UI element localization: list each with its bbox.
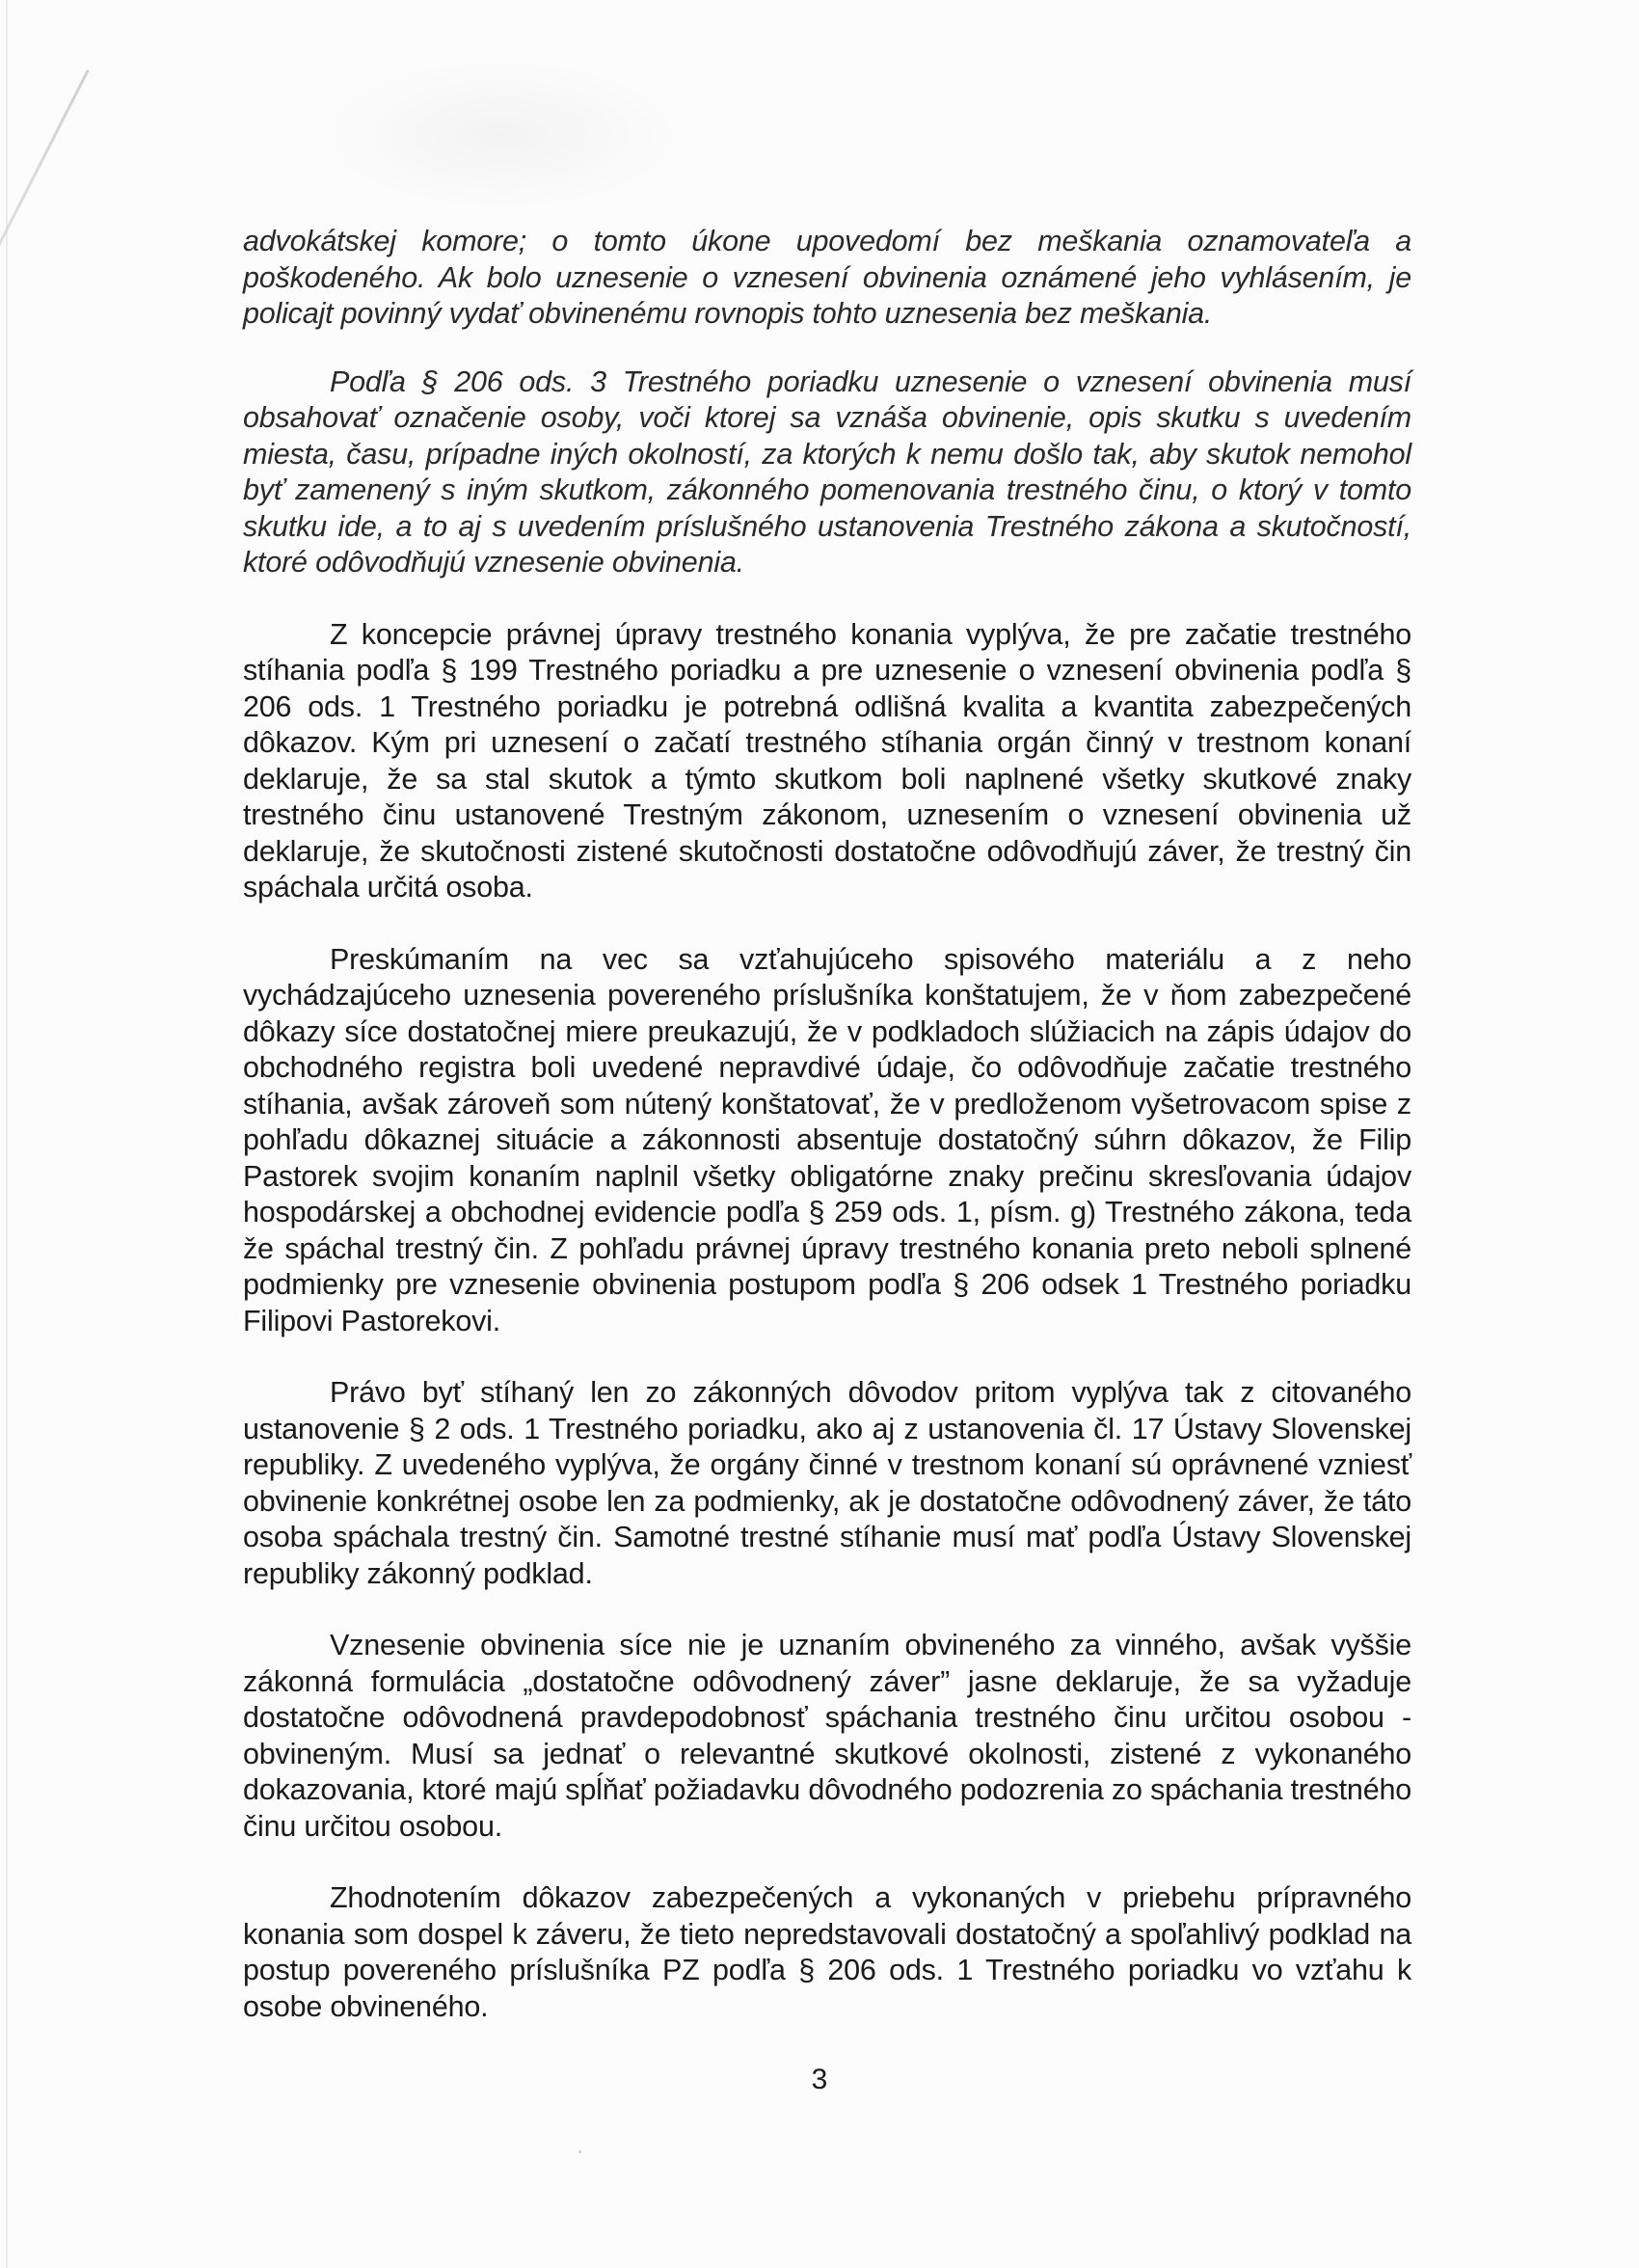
paragraph-section-206-3: Podľa § 206 ods. 3 Trestného poriadku uznesenie o vznesení obvinenia musí obsahovať označenie osoby, voči ktorej sa vznáša obvinenie, opis skutku s uvedením miesta, času, prípadne iných okolností, za ktorých k nemu došlo tak, aby skutok nemohol byť zamenený s iným skutkom, zákonného pomenovania trestného činu, o ktorý v tomto skutku ide, a to aj s uvedením príslušného ustanovenia Trestného zákona a skutočností, ktoré odôvodňujú vznesenie obvinenia.	[243, 364, 1411, 579]
page-number: 3	[811, 2064, 828, 2095]
paragraph-continuation-advocacy-notice: advokátskej komore; o tomto úkone upovedomí bez meškania oznamovateľa a poškodeného. Ak bolo uznesenie o vznesení obvinenia oznámené jeho vyhlásením, je policajt povinný vydať obvinenému rovnopis tohto uznesenia bez meškania.	[243, 225, 1411, 330]
paragraph-concept-of-criminal-procedure: Z koncepcie právnej úpravy trestného konania vyplýva, že pre začatie trestného stíhania podľa § 199 Trestného poriadku a pre uznesenie o vznesení obvinenia podľa § 206 ods. 1 Trestného poriadku je potrebná odlišná kvalita a kvantita zabezpečených dôkazov. Kým pri uznesení o začatí trestného stíhania orgán činný v trestnom konaní deklaruje, že sa stal skutok a týmto skutkom boli naplnené všetky skutkové znaky trestného činu ustanovené Trestným zákonom, uznesením o vznesení obvinenia už deklaruje, že skutočnosti zistené skutočnosti dostatočne odôvodňujú záver, že trestný čin spáchala určitá osoba.	[243, 617, 1411, 904]
scan-speck-artifact	[578, 2150, 581, 2153]
paragraph-conclusion: Zhodnotením dôkazov zabezpečených a vykonaných v priebehu prípravného konania som dospel k záveru, že tieto nepredstavovali dostatočný a spoľahlivý podklad na postup povereného príslušníka PZ podľa § 206 ods. 1 Trestného poriadku vo vzťahu k osobe obvineného.	[243, 1881, 1411, 2023]
document-body	[243, 224, 1411, 2025]
paragraph-review-of-file: Preskúmaním na vec sa vzťahujúceho spisového materiálu a z neho vychádzajúceho uznesenia povereného príslušníka konštatujem, že v ňom zabezpečené dôkazy síce dostatočnej miere preukazujú, že v podkladoch slúžiacich na zápis údajov do obchodného registra boli uvedené nepravdivé údaje, čo odôvodňuje začatie trestného stíhania, avšak zároveň som nútený konštatovať, že v predloženom vyšetrovacom spise z pohľadu dôkaznej situácie a zákonnosti absentuje dostatočný súhrn dôkazov, že Filip Pastorek svojim konaním naplnil všetky obligatórne znaky prečinu skresľovania údajov hospodárskej a obchodnej evidencie podľa § 259 ods. 1, písm. g) Trestného zákona, teda že spáchal trestný čin. Z pohľadu právnej úpravy trestného konania preto neboli splnené podmienky pre vznesenie obvinenia postupom podľa § 206 odsek 1 Trestného poriadku Filipovi Pastorekovi.	[243, 942, 1411, 1337]
paragraph-charge-not-guilt: Vznesenie obvinenia síce nie je uznaním obvineného za vinného, avšak vyššie zákonná formulácia „dostatočne odôvodnený záver” jasne deklaruje, že sa vyžaduje dostatočne odôvodnená pravdepodobnosť spáchania trestného činu určitou osobou - obvineným. Musí sa jednať o relevantné skutkové okolnosti, zistené z vykonaného dokazovania, ktoré majú spĺňať požiadavku dôvodného podozrenia zo spáchania trestného činu určitou osobou.	[243, 1629, 1411, 1843]
scan-edge-artifact	[6, 0, 8, 2268]
scan-smudge-artifact	[318, 58, 685, 212]
paragraph-right-to-prosecution: Právo byť stíhaný len zo zákonných dôvodov pritom vyplýva tak z citovaného ustanovenie § 2 ods. 1 Trestného poriadku, ako aj z ustanovenia čl. 17 Ústavy Slovenskej republiky. Z uvedeného vyplýva, že orgány činné v trestnom konaní sú oprávnené vzniesť obvinenie konkrétnej osobe len za podmienky, ak je dostatočne odôvodnený záver, že táto osoba spáchala trestný čin. Samotné trestné stíhanie musí mať podľa Ústavy Slovenskej republiky zákonný podklad.	[243, 1376, 1411, 1590]
pencil-stroke-mark	[0, 69, 90, 273]
